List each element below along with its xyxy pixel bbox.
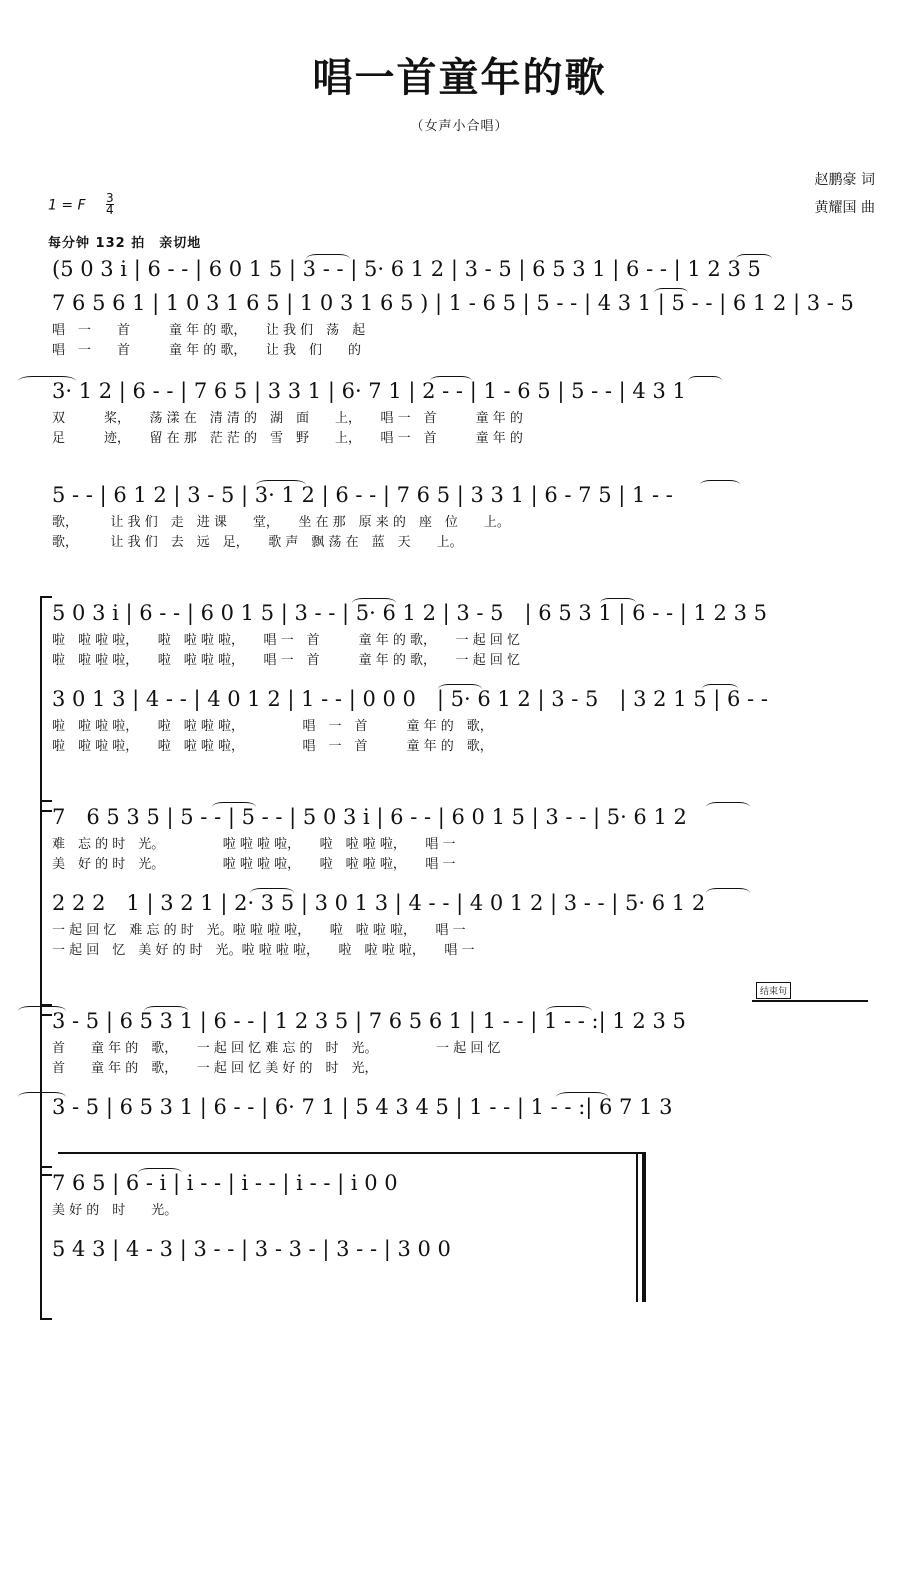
system-4 <box>0 596 919 758</box>
staff-line <box>0 1004 919 1038</box>
note-row: 7 6 5 6 1 | 1 0 3 1 6 5 | 1 0 3 1 6 5 ) | 1 - 6 5 | 5 - - | 4 3 1 | 5 - - | 6 1 2 | 3 - 5 <box>52 291 854 315</box>
note-row: 2 2 2 1 | 3 2 1 | 2· 3 5 | 3 0 1 3 | 4 - - | 4 0 1 2 | 3 - - | 5· 6 1 2 <box>52 891 706 915</box>
staff-line <box>0 596 919 630</box>
note-row: 3 - 5 | 6 5 3 1 | 6 - - | 1 2 3 5 | 7 6 5 6 1 | 1 - - | 1 - - :| 1 2 3 5 <box>52 1009 686 1033</box>
note-row: 5 0 3 i | 6 - - | 6 0 1 5 | 3 - - | 5· 6 1 2 | 3 - 5 | 6 5 3 1 | 6 - - | 1 2 3 5 <box>52 601 767 625</box>
lyric-row-voice-4: 一 起 回 忆 美 好 的 时 光。啦 啦 啦 啦， 啦 啦 啦 啦， 唱 一 <box>52 943 475 958</box>
staff-line <box>0 478 919 512</box>
lyric-row-voice-1: 难 忘 的 时 光。 啦 啦 啦 啦， 啦 啦 啦 啦， 唱 一 <box>52 837 456 852</box>
lyric-row-voice-2: 唱 一 首 童 年 的 歌， 让 我 们 的 <box>52 343 362 358</box>
subtitle: （女声小合唱） <box>410 119 509 134</box>
slur-mark <box>138 1168 182 1178</box>
lyric-row-voice-1: 双 桨， 荡 漾 在 清 清 的 湖 面 上， 唱 一 首 童 年 的 <box>52 411 523 426</box>
slur-mark <box>706 802 750 812</box>
note-row: 7 6 5 | 6 - i | i - - | i - - | i - - | i 0 0 <box>52 1171 398 1195</box>
slur-mark <box>700 480 740 490</box>
lyric-row-voice-3: 一 起 回 忆 难 忘 的 时 光。啦 啦 啦 啦， 啦 啦 啦 啦， 唱 一 <box>52 923 466 938</box>
system-7 <box>0 1166 919 1266</box>
slur-mark <box>352 598 396 608</box>
music-systems <box>0 252 919 1268</box>
slur-mark <box>556 1092 608 1102</box>
lyric-row-voice-1: 歌， 让 我 们 走 进 课 堂， 坐 在 那 原 来 的 座 位 上。 <box>52 515 510 530</box>
final-bracket-top <box>58 1152 644 1154</box>
system-5 <box>0 800 919 962</box>
lyric-row-voice-2: 啦 啦 啦 啦， 啦 啦 啦 啦， 唱 一 首 童 年 的 歌， 一 起 回 忆 <box>52 653 520 668</box>
staff-line <box>0 1090 919 1124</box>
slur-mark <box>18 376 76 386</box>
end-phrase-bracket <box>752 1000 868 1002</box>
slur-mark <box>438 684 482 694</box>
key-label: 1 = F <box>48 197 86 214</box>
lyricist: 赵鹏豪 词 <box>814 172 875 188</box>
system-2 <box>0 374 919 450</box>
staff-line <box>0 886 919 920</box>
system-1 <box>0 252 919 362</box>
time-signature-numerator: 3 <box>106 191 114 205</box>
slur-mark <box>306 254 350 264</box>
time-signature <box>106 193 114 216</box>
composer: 黄耀国 曲 <box>814 200 875 216</box>
final-barline-thick <box>642 1152 646 1302</box>
slur-mark <box>706 888 750 898</box>
staff-line <box>0 682 919 716</box>
slur-mark <box>430 376 472 386</box>
slur-mark <box>250 888 294 898</box>
lyric-row-voice-2: 歌， 让 我 们 去 远 足， 歌 声 飘 荡 在 蓝 天 上。 <box>52 535 463 550</box>
staff-line <box>0 374 919 408</box>
lyric-row-voice-1: 首 童 年 的 歌， 一 起 回 忆 难 忘 的 时 光。 一 起 回 忆 <box>52 1041 501 1056</box>
final-barline <box>636 1152 638 1302</box>
note-row: 3· 1 2 | 6 - - | 7 6 5 | 3 3 1 | 6· 7 1 | 2 - - | 1 - 6 5 | 5 - - | 4 3 1 <box>52 379 686 403</box>
tempo-marking: 每分钟 132 拍 亲切地 <box>48 236 202 251</box>
system-6 <box>0 987 919 1124</box>
slur-mark <box>736 254 772 264</box>
lyric-row-voice-1: 美 好 的 时 光。 <box>52 1203 178 1218</box>
time-signature-denominator: 4 <box>106 203 114 217</box>
slur-mark <box>256 480 306 490</box>
note-row: (5 0 3 i | 6 - - | 6 0 1 5 | 3 - - | 5· 6 1 2 | 3 - 5 | 6 5 3 1 | 6 - - | 1 2 3 5 <box>52 257 761 281</box>
slur-mark <box>212 802 256 812</box>
staff-line <box>0 1232 919 1266</box>
system-3 <box>0 478 919 554</box>
note-row: 3 0 1 3 | 4 - - | 4 0 1 2 | 1 - - | 0 0 0 | 5· 6 1 2 | 3 - 5 | 3 2 1 5 | 6 - - <box>52 687 768 711</box>
slur-mark <box>702 684 738 694</box>
staff-line <box>0 286 919 320</box>
key-signature <box>48 191 114 217</box>
page-title: 唱一首童年的歌 <box>312 55 607 101</box>
sheet-music-page <box>0 46 919 1591</box>
note-row: 5 - - | 6 1 2 | 3 - 5 | 3· 1 2 | 6 - - | 7 6 5 | 3 3 1 | 6 - 7 5 | 1 - - <box>52 483 673 507</box>
staff-line <box>0 800 919 834</box>
slur-mark <box>600 598 636 608</box>
note-row: 5 4 3 | 4 - 3 | 3 - - | 3 - 3 - | 3 - - | 3 0 0 <box>52 1237 451 1261</box>
lyric-row-voice-2: 足 迹， 留 在 那 茫 茫 的 雪 野 上， 唱 一 首 童 年 的 <box>52 431 523 446</box>
lyric-row-voice-4: 啦 啦 啦 啦， 啦 啦 啦 啦， 唱 一 首 童 年 的 歌， <box>52 739 493 754</box>
note-row: 7 6 5 3 5 | 5 - - | 5 - - | 5 0 3 i | 6 - - | 6 0 1 5 | 3 - - | 5· 6 1 2 <box>52 805 687 829</box>
slur-mark <box>144 1006 188 1016</box>
lyric-row-voice-3: 啦 啦 啦 啦， 啦 啦 啦 啦， 唱 一 首 童 年 的 歌， <box>52 719 493 734</box>
slur-mark <box>688 376 722 386</box>
credits <box>815 166 875 222</box>
staff-line <box>0 1166 919 1200</box>
staff-line <box>0 252 919 286</box>
slur-mark <box>18 1092 66 1102</box>
lyric-row-voice-2: 首 童 年 的 歌， 一 起 回 忆 美 好 的 时 光， <box>52 1061 378 1076</box>
note-row: 3 - 5 | 6 5 3 1 | 6 - - | 6· 7 1 | 5 4 3 4 5 | 1 - - | 1 - - :| 6 7 1 3 <box>52 1095 673 1119</box>
lyric-row-voice-2: 美 好 的 时 光。 啦 啦 啦 啦， 啦 啦 啦 啦， 唱 一 <box>52 857 456 872</box>
slur-mark <box>654 288 688 298</box>
lyric-row-voice-1: 唱 一 首 童 年 的 歌， 让 我 们 荡 起 <box>52 323 366 338</box>
lyric-row-voice-1: 啦 啦 啦 啦， 啦 啦 啦 啦， 唱 一 首 童 年 的 歌， 一 起 回 忆 <box>52 633 520 648</box>
slur-mark <box>18 1006 66 1016</box>
end-phrase-label: 结束句 <box>756 982 791 999</box>
slur-mark <box>546 1006 592 1016</box>
